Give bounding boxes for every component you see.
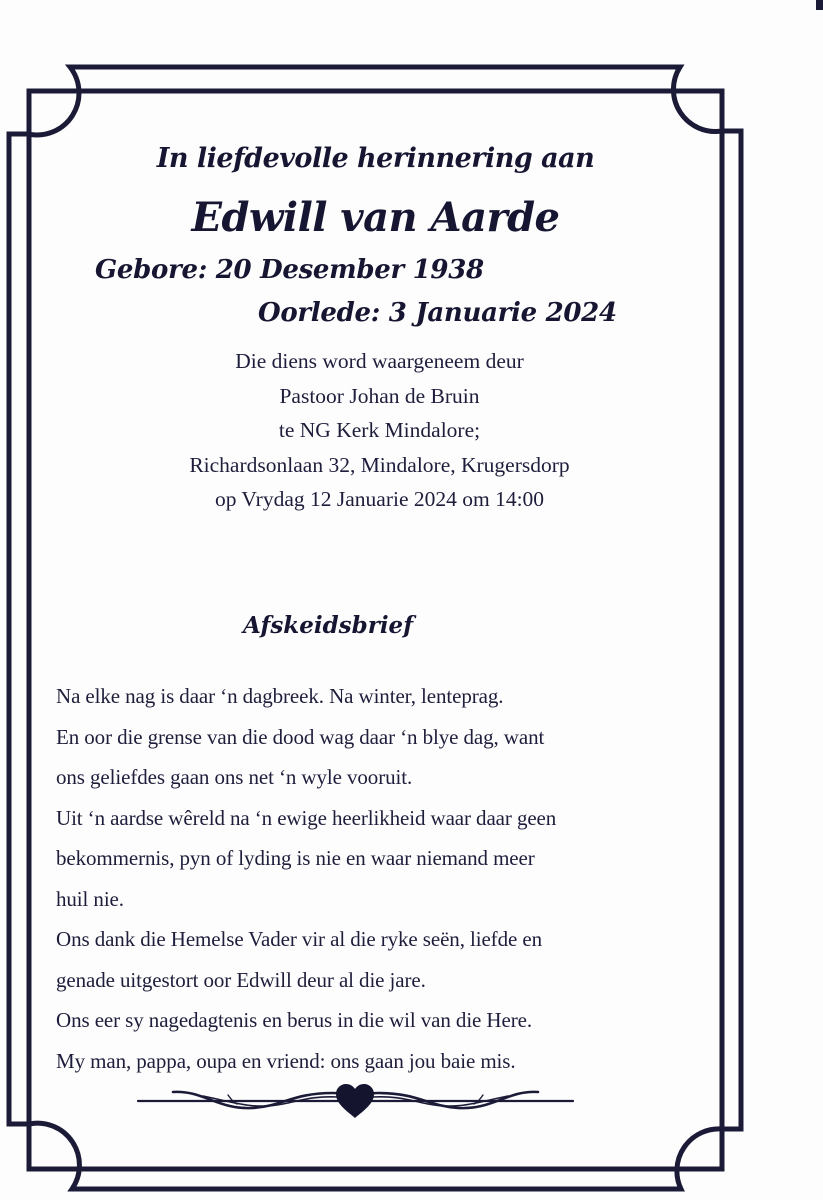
letter-line: Uit ‘n aardse wêreld na ‘n ewige heerlikheid waar daar geen <box>56 805 557 830</box>
service-line: Die diens word waargeneem deur <box>235 349 524 373</box>
farewell-letter <box>56 676 696 1081</box>
letter-line: Ons eer sy nagedagtenis en berus in die wil van die Here. <box>56 1008 532 1032</box>
service-line: Richardsonlaan 32, Mindalore, Krugersdorp <box>189 452 570 477</box>
letter-line: Na elke nag is daar ‘n dagbreek. Na winter, lenteprag. <box>56 684 504 708</box>
letter-line: ons geliefdes gaan ons net ‘n wyle vooruit. <box>56 765 413 789</box>
service-line: Pastoor Johan de Bruin <box>279 383 480 408</box>
death-date: Oorlede: 3 Januarie 2024 <box>258 298 617 328</box>
letter-line: huil nie. <box>56 886 124 911</box>
birth-date: Gebore: 20 Desember 1938 <box>95 255 484 285</box>
letter-line: En oor die grense van die dood wag daar ‘n blye dag, want <box>56 724 545 749</box>
letter-line: My man, pappa, oupa en vriend: ons gaan jou baie mis. <box>56 1048 516 1073</box>
deceased-name: Edwill van Aarde <box>191 194 560 241</box>
letter-line: Ons dank die Hemelse Vader vir al die ryke seën, liefde en <box>56 927 542 951</box>
farewell-title: Afskeidsbrief <box>243 612 414 639</box>
service-details <box>0 344 759 517</box>
heart-flourish-icon <box>133 1080 578 1122</box>
letter-line: genade uitgestort oor Edwill deur al die jare. <box>56 967 426 992</box>
intro-heading: In liefdevolle herinnering aan <box>156 143 595 174</box>
service-line: te NG Kerk Mindalore; <box>278 418 481 442</box>
service-line: op Vrydag 12 Januarie 2024 om 14:00 <box>214 487 545 511</box>
letter-line: bekommernis, pyn of lyding is nie en waar niemand meer <box>56 846 535 870</box>
